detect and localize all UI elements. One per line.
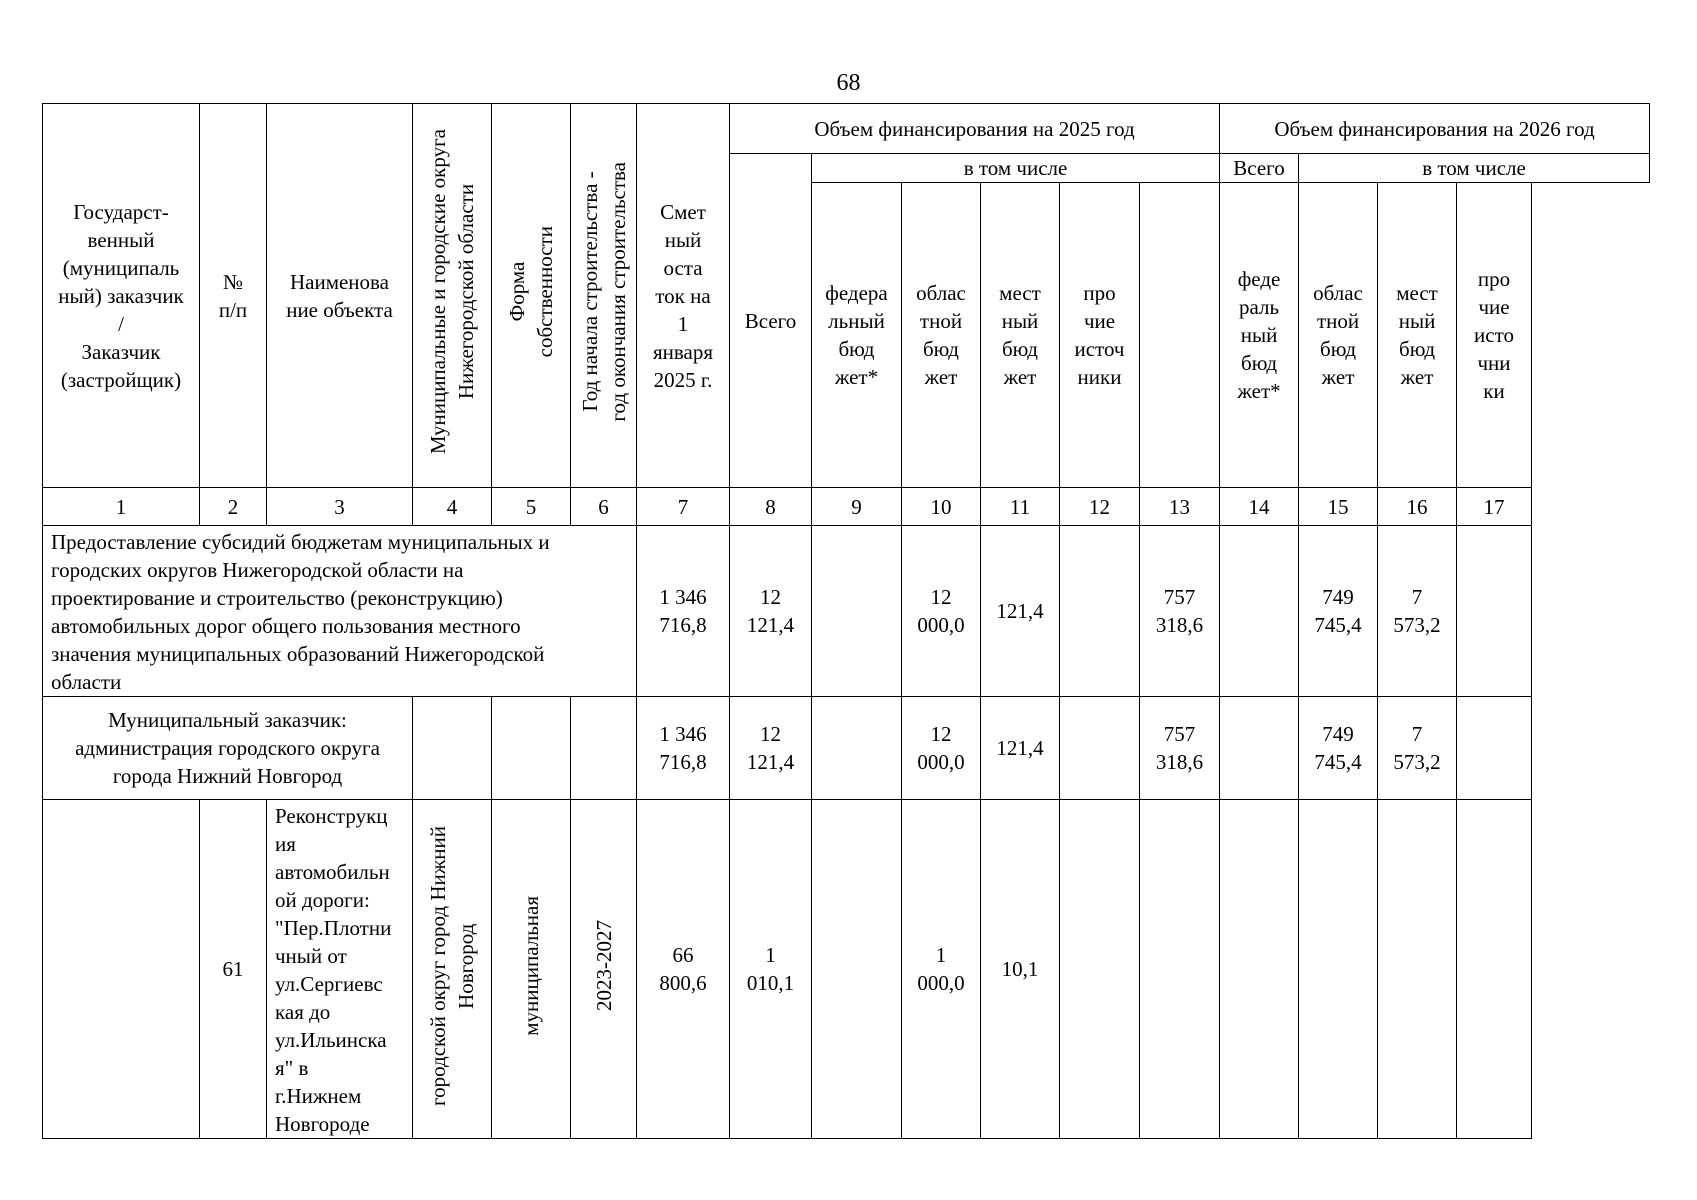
header-funding-2026: Объем финансирования на 2026 год xyxy=(1220,104,1650,154)
customer-total-2025: 12 121,4 xyxy=(730,697,812,800)
header-object-name: Наименова ние объекта xyxy=(267,104,413,488)
section-estimate-balance: 1 346 716,8 xyxy=(637,526,730,697)
column-number: 2 xyxy=(200,488,267,526)
column-number: 1 xyxy=(43,488,200,526)
header-municipal-districts-text: Муниципальные и городские округа Нижегородской области xyxy=(426,129,478,455)
column-number: 14 xyxy=(1220,488,1299,526)
header-funding-2025: Объем финансирования на 2025 год xyxy=(730,104,1220,154)
object-municipal-district xyxy=(413,800,492,1139)
column-number: 4 xyxy=(413,488,492,526)
column-number: 16 xyxy=(1378,488,1457,526)
object-other-2025 xyxy=(1060,800,1140,1139)
customer-federal-2026 xyxy=(1220,697,1299,800)
object-municipal-district-text: городской округ город Нижний Новгород xyxy=(426,825,478,1106)
object-federal-2026 xyxy=(1220,800,1299,1139)
header-ownership xyxy=(492,104,571,488)
object-total-2025: 1 010,1 xyxy=(730,800,812,1139)
customer-regional-2025: 12 000,0 xyxy=(902,697,981,800)
column-number: 3 xyxy=(267,488,413,526)
header-customer: Государст- венный (муниципаль ный) заказчик / Заказчик (застройщик) xyxy=(43,104,200,488)
header-federal-2026: феде раль ный бюд жет* xyxy=(1220,183,1299,488)
header-years-text: Год начала строительства - год окончания строительства xyxy=(577,162,630,422)
customer-name: Муниципальный заказчик: администрация городского округа города Нижний Новгород xyxy=(43,697,413,800)
column-number: 10 xyxy=(902,488,981,526)
section-regional-2026: 749 745,4 xyxy=(1299,526,1378,697)
header-other-2026: про чие исто чни ки xyxy=(1457,183,1532,488)
customer-row xyxy=(43,697,1650,800)
object-ownership xyxy=(492,800,571,1139)
object-name: Реконструкц ия автомобильн ой дороги: "Пер.Плотни чный от ул.Сергиевс кая до ул.Ильинска я" в г.Нижнем Новгороде xyxy=(267,800,413,1139)
section-other-2026 xyxy=(1457,526,1532,697)
object-ownership-text: муниципальная xyxy=(519,895,543,1036)
header-federal-2025: федера льный бюд жет* xyxy=(812,183,902,488)
customer-other-2025 xyxy=(1060,697,1140,800)
customer-total-2026: 757 318,6 xyxy=(1140,697,1220,800)
column-number: 15 xyxy=(1299,488,1378,526)
column-number: 7 xyxy=(637,488,730,526)
object-row xyxy=(43,800,1650,1139)
object-other-2026 xyxy=(1457,800,1532,1139)
page-number: 68 xyxy=(836,70,861,96)
header-including-2026: в том числе xyxy=(1299,154,1650,183)
header-municipal-districts xyxy=(413,104,492,488)
object-estimate-balance: 66 800,6 xyxy=(637,800,730,1139)
header-total-2025: Всего xyxy=(730,154,812,488)
customer-empty-5 xyxy=(492,697,571,800)
section-local-2026: 7 573,2 xyxy=(1378,526,1457,697)
header-other-2025: про чие источ ники xyxy=(1060,183,1140,488)
section-total-2025: 12 121,4 xyxy=(730,526,812,697)
object-total-2026 xyxy=(1140,800,1220,1139)
section-federal-2025 xyxy=(812,526,902,697)
section-row xyxy=(43,526,1650,697)
object-years-text: 2023-2027 xyxy=(591,920,616,1011)
column-number: 6 xyxy=(571,488,637,526)
header-ownership-text: Форма собственности xyxy=(505,226,557,358)
section-total-2026: 757 318,6 xyxy=(1140,526,1220,697)
object-regional-2026 xyxy=(1299,800,1378,1139)
column-number: 5 xyxy=(492,488,571,526)
header-row-1 xyxy=(43,104,1650,154)
column-number: 9 xyxy=(812,488,902,526)
customer-estimate-balance: 1 346 716,8 xyxy=(637,697,730,800)
section-regional-2025: 12 000,0 xyxy=(902,526,981,697)
column-number: 12 xyxy=(1060,488,1140,526)
customer-regional-2026: 749 745,4 xyxy=(1299,697,1378,800)
header-regional-2025: облас тной бюд жет xyxy=(902,183,981,488)
column-numbers-row xyxy=(43,488,1650,526)
customer-local-2026: 7 573,2 xyxy=(1378,697,1457,800)
header-num: № п/п xyxy=(200,104,267,488)
header-estimate-balance: Смет ный оста ток на 1 января 2025 г. xyxy=(637,104,730,488)
customer-empty-4 xyxy=(413,697,492,800)
customer-federal-2025 xyxy=(812,697,902,800)
object-years xyxy=(571,800,637,1139)
section-local-2025: 121,4 xyxy=(981,526,1060,697)
customer-empty-6 xyxy=(571,697,637,800)
financing-table xyxy=(42,103,1650,1139)
object-federal-2025 xyxy=(812,800,902,1139)
column-number: 8 xyxy=(730,488,812,526)
header-local-2025: мест ный бюд жет xyxy=(981,183,1060,488)
header-regional-2026: облас тной бюд жет xyxy=(1299,183,1378,488)
object-local-2026 xyxy=(1378,800,1457,1139)
header-including-2025: в том числе xyxy=(812,154,1220,183)
header-total-2026: Всего xyxy=(1220,154,1299,183)
object-local-2025: 10,1 xyxy=(981,800,1060,1139)
customer-other-2026 xyxy=(1457,697,1532,800)
object-customer xyxy=(43,800,200,1139)
header-empty-2026 xyxy=(1140,183,1220,488)
section-other-2025 xyxy=(1060,526,1140,697)
object-regional-2025: 1 000,0 xyxy=(902,800,981,1139)
column-number: 11 xyxy=(981,488,1060,526)
header-years xyxy=(571,104,637,488)
column-number: 17 xyxy=(1457,488,1532,526)
column-number: 13 xyxy=(1140,488,1220,526)
header-local-2026: мест ный бюд жет xyxy=(1378,183,1457,488)
customer-local-2025: 121,4 xyxy=(981,697,1060,800)
section-description: Предоставление субсидий бюджетам муниципальных и городских округов Нижегородской области на проектирование и строительство (реконструкцию) автомобильных дорог общего пользования местного значения муниципальных образований Нижегородской области xyxy=(43,526,637,697)
object-num: 61 xyxy=(200,800,267,1139)
section-federal-2026 xyxy=(1220,526,1299,697)
